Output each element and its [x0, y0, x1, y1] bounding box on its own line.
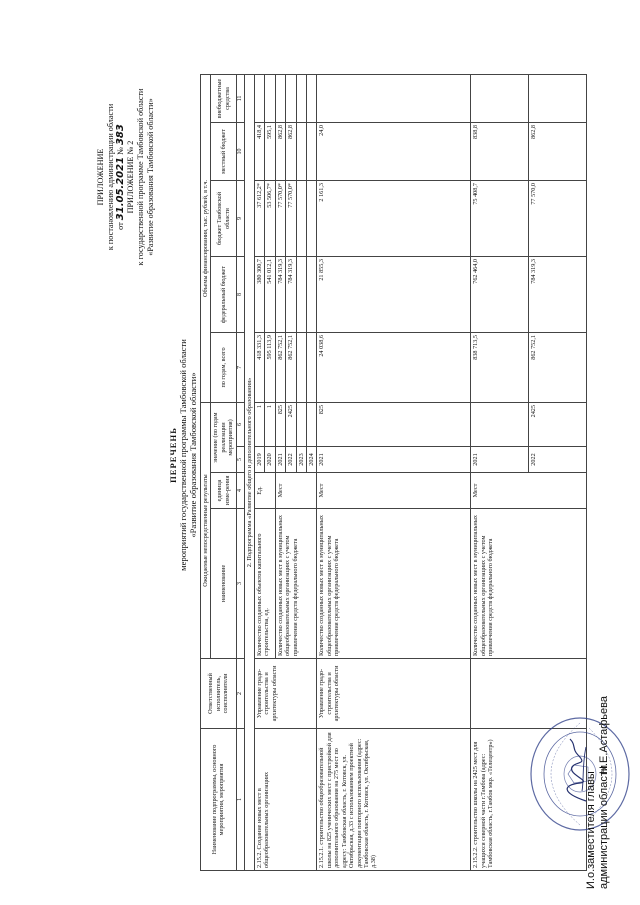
extra-budget: [255, 74, 265, 122]
federal-budget: 380 300,7: [255, 257, 265, 333]
table-row: [255, 74, 265, 870]
result-value: 825: [317, 403, 471, 447]
year: 2023: [296, 447, 306, 473]
appendix-line5: «Развитие образования Тамбовской области»: [146, 98, 155, 256]
header-col8: федеральный бюджет: [211, 257, 236, 333]
regional-budget: 77 570,0*: [286, 181, 296, 257]
measure-name: 2.15.2. Создание новых мест в общеобразовательных организациях: [255, 729, 317, 871]
total-funding: 418 331,3: [255, 333, 265, 403]
signatory-position: И.о.заместителя главы администрации области: [585, 764, 610, 889]
extra-budget: [275, 74, 285, 122]
federal-budget: [307, 257, 317, 333]
unit: Мест: [471, 473, 587, 509]
extra-budget: [286, 74, 296, 122]
executor: Управление градо-строительства и архитектуры области: [255, 659, 317, 729]
appendix-header: [96, 12, 156, 342]
col-number: 2: [236, 659, 244, 729]
year: 2024: [307, 447, 317, 473]
regional-budget: [296, 181, 306, 257]
date-label: от: [116, 222, 125, 230]
col-number: 9: [236, 181, 244, 257]
local-budget: [296, 123, 306, 181]
header-col11: внебюджетные средства: [211, 74, 236, 122]
signatory-name: Н.Е.Астафьева: [598, 696, 610, 774]
executor: Управление градо-строительства и архитектуры области: [317, 659, 471, 729]
extra-budget: [529, 74, 587, 122]
total-funding: [307, 333, 317, 403]
number-value: 383: [115, 124, 126, 146]
document-title: [168, 245, 198, 665]
appendix-date-number: [116, 12, 126, 342]
title-line2: мероприятий государственной программы Тамбовской области: [178, 339, 188, 571]
total-funding: 595 113,9: [265, 333, 275, 403]
appendix-line2: к постановлению администрации области: [106, 103, 115, 251]
appendix-line3: ПРИЛОЖЕНИЕ № 2: [126, 140, 135, 214]
appendix-line4: к государственной программе Тамбовской области: [136, 88, 145, 266]
extra-budget: [307, 74, 317, 122]
federal-budget: 21 855,3: [317, 257, 471, 333]
title-line3: «Развитие образования Тамбовской области»: [188, 372, 198, 538]
col-number: 10: [236, 123, 244, 181]
col-number: 8: [236, 257, 244, 333]
header-col3: наименование: [211, 509, 236, 659]
col-number: 4: [236, 473, 244, 509]
local-budget: 24,0: [317, 123, 471, 181]
regional-budget: 77 570,0*: [275, 181, 285, 257]
measure-name: 2.15.2.1. строительство общеобразовательной школы на 825 ученических мест с пристройкой для дополнительного образования на 275 мест по адресу: Тамбовская область, г. Котовск, ул. Октябрьская, д.33 с использованием проектной документации повторного использования (адрес: Тамбовская область, г. Котовск, ул. Октябрьская, д.38): [317, 729, 471, 871]
unit: Ед.: [255, 473, 276, 509]
unit: Мест: [317, 473, 471, 509]
regional-budget: 75 408,7: [471, 181, 529, 257]
result-name: Количество созданных новых мест в муниципальных общеобразовательных организациях с учетом привлечения средств федерального бюджета: [317, 509, 471, 659]
year: 2019: [255, 447, 265, 473]
header-group-finance: Объемы финансирования, тыс. рублей, в т.ч.: [201, 74, 211, 402]
extra-budget: [471, 74, 529, 122]
result-value: [296, 403, 306, 447]
measure-name: 2.15.2.2. строительство школы на 2425 мест для учащихся северной части г.Тамбова (адрес: Тамбовская область, г.Тамбов мкр. «Телецентр»): [471, 729, 587, 871]
local-budget: 838,8: [471, 123, 529, 181]
header-col4: единица изме-рения: [211, 473, 236, 509]
subprogram-row: [244, 74, 254, 870]
header-col2: Ответственный исполнитель, соисполнители: [201, 659, 237, 729]
federal-budget: 784 319,3: [286, 257, 296, 333]
extra-budget: [317, 74, 471, 122]
col-number: 1: [236, 729, 244, 871]
extra-budget: [265, 74, 275, 122]
regional-budget: 2 161,3: [317, 181, 471, 257]
federal-budget: 784 319,3: [275, 257, 285, 333]
result-value: [307, 403, 317, 447]
federal-budget: 762 464,0: [471, 257, 529, 333]
appendix-line1: ПРИЛОЖЕНИЕ: [96, 148, 105, 206]
year: 2021: [275, 447, 285, 473]
local-budget: 862,8: [529, 123, 587, 181]
regional-budget: 53 506,7*: [265, 181, 275, 257]
result-value: 1: [265, 403, 275, 447]
date-value: 31.05.2021: [115, 156, 126, 221]
subprogram-title: 2. Подпрограмма «Развитие общего и дополнительного образования»: [244, 74, 254, 870]
header-col7: по годам, всего: [211, 333, 236, 403]
total-funding: 862 752,1: [286, 333, 296, 403]
result-name: Количество созданных новых мест в муниципальных общеобразовательных организациях с учетом привлечения средств федерального бюджета: [275, 509, 317, 659]
unit: Мест: [275, 473, 317, 509]
year: 2021: [317, 447, 471, 473]
header-col10: местный бюджет: [211, 123, 236, 181]
header-col9: бюджет Тамбовской области: [211, 181, 236, 257]
total-funding: 24 038,6: [317, 333, 471, 403]
col-number: 6: [236, 403, 244, 447]
federal-budget: 784 319,3: [529, 257, 587, 333]
local-budget: 418,4: [255, 123, 265, 181]
year: 2022: [529, 447, 587, 473]
result-value: 1: [255, 403, 265, 447]
year: 2021: [471, 447, 529, 473]
total-funding: [296, 333, 306, 403]
table-row: [471, 74, 529, 870]
result-value: 825: [275, 403, 285, 447]
total-funding: 862 752,1: [529, 333, 587, 403]
year: 2022: [286, 447, 296, 473]
local-budget: 862,8: [275, 123, 285, 181]
local-budget: [307, 123, 317, 181]
signature-block: [585, 689, 611, 889]
col-number: 11: [236, 74, 244, 122]
result-name: Количество созданных новых мест в муниципальных общеобразовательных организациях с учетом привлечения средств федерального бюджета: [471, 509, 587, 659]
result-name: Количество созданных объектов капитального строительства, ед.: [255, 509, 276, 659]
col-number: 7: [236, 333, 244, 403]
header-row-1: [201, 74, 211, 870]
header-group-results: Ожидаемые непосредственные результаты: [201, 403, 211, 659]
total-funding: 838 713,5: [471, 333, 529, 403]
regional-budget: 77 570,0: [529, 181, 587, 257]
local-budget: 862,8: [286, 123, 296, 181]
total-funding: 862 752,1: [275, 333, 285, 403]
result-value: [471, 403, 529, 447]
local-budget: 595,1: [265, 123, 275, 181]
number-label: №: [116, 147, 125, 155]
header-col1: Наименование подпрограммы, основного мероприятия, мероприятия: [201, 729, 237, 871]
year: 2020: [265, 447, 275, 473]
regional-budget: [307, 181, 317, 257]
column-number-row: [236, 74, 244, 870]
federal-budget: 541 012,1: [265, 257, 275, 333]
col-number: 3: [236, 509, 244, 659]
result-value: 2425: [529, 403, 587, 447]
table-row: [317, 74, 471, 870]
col-number: 5: [236, 447, 244, 473]
extra-budget: [296, 74, 306, 122]
result-value: 2425: [286, 403, 296, 447]
header-col5: значение (по годам реализации мероприятия): [211, 403, 236, 473]
title-line1: ПЕРЕЧЕНЬ: [168, 427, 178, 483]
regional-budget: 37 612,2*: [255, 181, 265, 257]
federal-budget: [296, 257, 306, 333]
